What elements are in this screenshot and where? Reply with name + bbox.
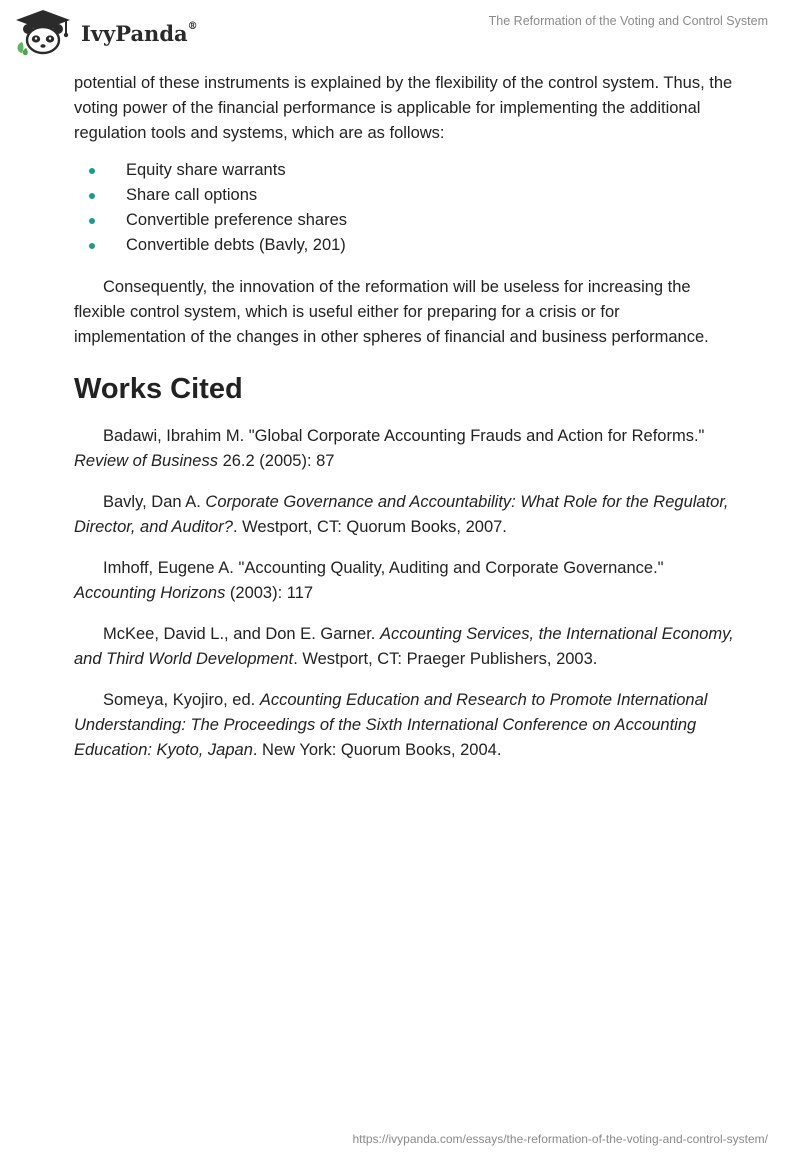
list-item: Convertible preference shares — [74, 208, 734, 233]
bullet-icon — [89, 168, 95, 174]
brand-name: IvyPanda® — [81, 20, 198, 46]
source-url[interactable]: https://ivypanda.com/essays/the-reformation-of-the-voting-and-control-system/ — [352, 1132, 768, 1146]
citation-entry: Badawi, Ibrahim M. "Global Corporate Accounting Frauds and Action for Reforms." Review of Business 26.2 (2005): 87 — [74, 427, 705, 470]
bullet-list — [74, 158, 734, 258]
bullet-icon — [89, 243, 95, 249]
citation-entry: Someya, Kyojiro, ed. Accounting Education and Research to Promote International Understanding: The Proceedings of the Sixth International Conference on Accounting Education: Kyoto, Japan. New York: Quorum Books, 2004. — [74, 691, 708, 759]
brand-logo[interactable] — [12, 8, 198, 56]
citation-entry: Imhoff, Eugene A. "Accounting Quality, Auditing and Corporate Governance." Accounting Horizons (2003): 117 — [74, 559, 664, 602]
page-header — [0, 0, 800, 64]
list-item: Share call options — [74, 183, 734, 208]
works-cited-heading: Works Cited — [74, 373, 243, 405]
document-body — [74, 71, 734, 779]
panda-graduation-cap-icon — [12, 8, 74, 56]
intro-paragraph: potential of these instruments is explained by the flexibility of the control system. Thus, the voting power of the financial performance is applicable for implementing the additional regulation tools and systems, which are as follows: — [74, 74, 733, 142]
bullet-icon — [89, 218, 95, 224]
closing-paragraph: Consequently, the innovation of the reformation will be useless for increasing the flexible control system, which is useful either for preparing for a crisis or for implementation of the changes in other spheres of financial and business performance. — [74, 278, 709, 346]
citation-entry: McKee, David L., and Don E. Garner. Accounting Services, the International Economy, and Third World Development. Westport, CT: Praeger Publishers, 2003. — [74, 625, 734, 668]
list-item: Equity share warrants — [74, 158, 734, 183]
list-item: Convertible debts (Bavly, 201) — [74, 233, 734, 258]
citation-entry: Bavly, Dan A. Corporate Governance and Accountability: What Role for the Regulator, Director, and Auditor?. Westport, CT: Quorum Books, 2007. — [74, 493, 729, 536]
bullet-icon — [89, 193, 95, 199]
running-title: The Reformation of the Voting and Control System — [488, 14, 768, 28]
